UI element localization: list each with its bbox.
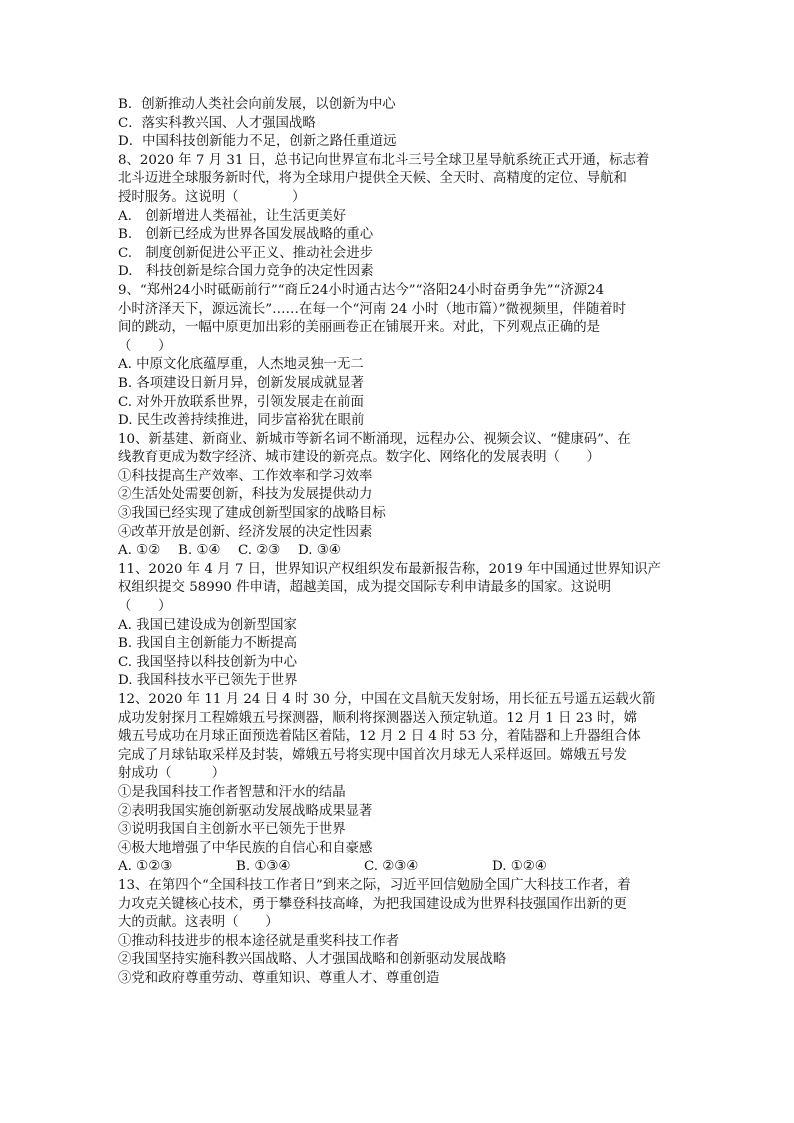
option-c: C. 制度创新促进公平正义、推动社会进步 (118, 245, 374, 261)
statement-1: ①推动科技进步的根本途径就是重奖科技工作者 (118, 933, 400, 949)
option-c: C. 对外开放联系世界，引领发展走在前面 (118, 394, 364, 410)
option-d: D. 科技创新是综合国力竞争的决定性因素 (118, 264, 374, 280)
option-d: D. ③④ (298, 543, 341, 559)
option-a: A. 我国已建设成为创新型国家 (118, 617, 297, 633)
option-b: B. 各项建设日新月异，创新发展成就显著 (118, 375, 364, 391)
statement-3: ③我国已经实现了建成创新型国家的战略目标 (118, 506, 386, 522)
text-line: 小时济泽天下，源远流长”……在每一个“河南 24 小时（地市篇）”微视频里，伴随着时 (118, 301, 627, 317)
question-10-text: 10、新基建、新商业、新城市等新名词不断涌现，远程办公、视频会议、“健康码”、在 (118, 431, 631, 447)
question-13-text: 13、在第四个“全国科技工作者日”到来之际，习近平回信勉励全国广大科技工作者，着 (118, 877, 631, 893)
option-c: C. ②③④ (364, 859, 419, 875)
text-line: 完成了月球钻取采样及封装，嫦娥五号将实现中国首次月球无人采样返回。嫦娥五号发 (118, 747, 627, 763)
text-line: B．创新推动人类社会向前发展，以创新为中心 (118, 97, 396, 112)
document-page (118, 96, 678, 989)
text-line: 成功发射探月工程嫦娥五号探测器，顺利将探测器送入预定轨道。12 月 1 日 23 时，嫦 (118, 710, 638, 726)
question-11-text: 11、2020 年 4 月 7 日，世界知识产权组织发布最新报告称，2019 年中国通过世界知识产 (118, 561, 661, 577)
text-line: 线教育更成为数字经济、城市建设的新亮点。数字化、网络化的发展表明（ ） (118, 450, 601, 466)
text-line: （ ） (118, 338, 172, 354)
statement-2: ②表明我国实施创新驱动发展战略成果显著 (118, 803, 373, 819)
option-a: A. ①②③ (118, 859, 173, 875)
text-line: D．中国科技创新能力不足，创新之路任重道远 (118, 134, 397, 150)
text-line: 北斗迈进全球服务新时代，将为全球用户提供全天候、全天时、高精度的定位、导航和 (118, 171, 627, 187)
statement-2: ②生活处处需要创新，科技为发展提供动力 (118, 487, 373, 503)
question-8-text: 8、2020 年 7 月 31 日，总书记向世界宣布北斗三号全球卫星导航系统正式开通，标志着 (118, 152, 650, 168)
option-d: D. 我国科技水平已领先于世界 (118, 673, 298, 689)
option-a: A. 创新增进人类福祉，让生活更美好 (118, 208, 347, 224)
statement-2: ②我国坚持实施科教兴国战略、人才强国战略和创新驱动发展战略 (118, 952, 507, 968)
option-c: C. ②③ (238, 543, 281, 559)
question-10-options (118, 542, 678, 561)
statement-4: ④改革开放是创新、经济发展的决定性因素 (118, 524, 373, 540)
text-line: 间的跳动，一幅中原更加出彩的美丽画卷正在铺展开来。对此，下列观点正确的是 (118, 320, 601, 336)
text-line: C．落实科教兴国、人才强国战略 (118, 115, 316, 131)
text-line: 力攻克关键核心技术，勇于攀登科技高峰，为把我国建设成为世界科技强国作出新的更 (118, 896, 627, 912)
option-a: A. ①② (118, 543, 161, 559)
option-a: A. 中原文化底蕴厚重，人杰地灵独一无二 (118, 357, 364, 373)
text-line: 大的贡献。这表明（ ） (118, 915, 279, 931)
option-c: C. 我国坚持以科技创新为中心 (118, 654, 297, 670)
option-b: B. ①④ (178, 543, 221, 559)
question-12-options (118, 858, 678, 877)
statement-3: ③说明我国自主创新水平已领先于世界 (118, 822, 346, 838)
option-b: B. 创新已经成为世界各国发展战略的重心 (118, 227, 374, 243)
question-9-text: 9、“郑州24小时砥砺前行”“商丘24小时通古达今”“洛阳24小时奋勇争先”“济源24 (118, 282, 605, 298)
statement-3: ③党和政府尊重劳动、尊重知识、尊重人才、尊重创造 (118, 970, 440, 986)
option-d: D. ①②④ (492, 859, 547, 875)
text-line: （ ） (118, 599, 172, 615)
text-line: 娥五号成功在月球正面预选着陆区着陆，12 月 2 日 4 时 53 分，着陆器和上升器组合体 (118, 729, 641, 745)
statement-4: ④极大地增强了中华民族的自信心和自豪感 (118, 840, 373, 856)
question-12-text: 12、2020 年 11 月 24 日 4 时 30 分，中国在文昌航天发射场，用长征五号遥五运载火箭 (118, 692, 656, 707)
option-b: B. ①③④ (236, 859, 291, 875)
text-line: 射成功（ ） (118, 766, 226, 782)
option-d: D. 民生改善持续推进，同步富裕犹在眼前 (118, 413, 365, 429)
statement-1: ①是我国科技工作者智慧和汗水的结晶 (118, 784, 346, 800)
statement-1: ①科技提高生产效率、工作效率和学习效率 (118, 468, 373, 484)
text-line: 权组织提交 58990 件申请，超越美国，成为提交国际专利申请最多的国家。这说明 (118, 580, 611, 596)
option-b: B. 我国自主创新能力不断提高 (118, 636, 298, 652)
text-line: 授时服务。这说明（ ） (118, 189, 306, 205)
